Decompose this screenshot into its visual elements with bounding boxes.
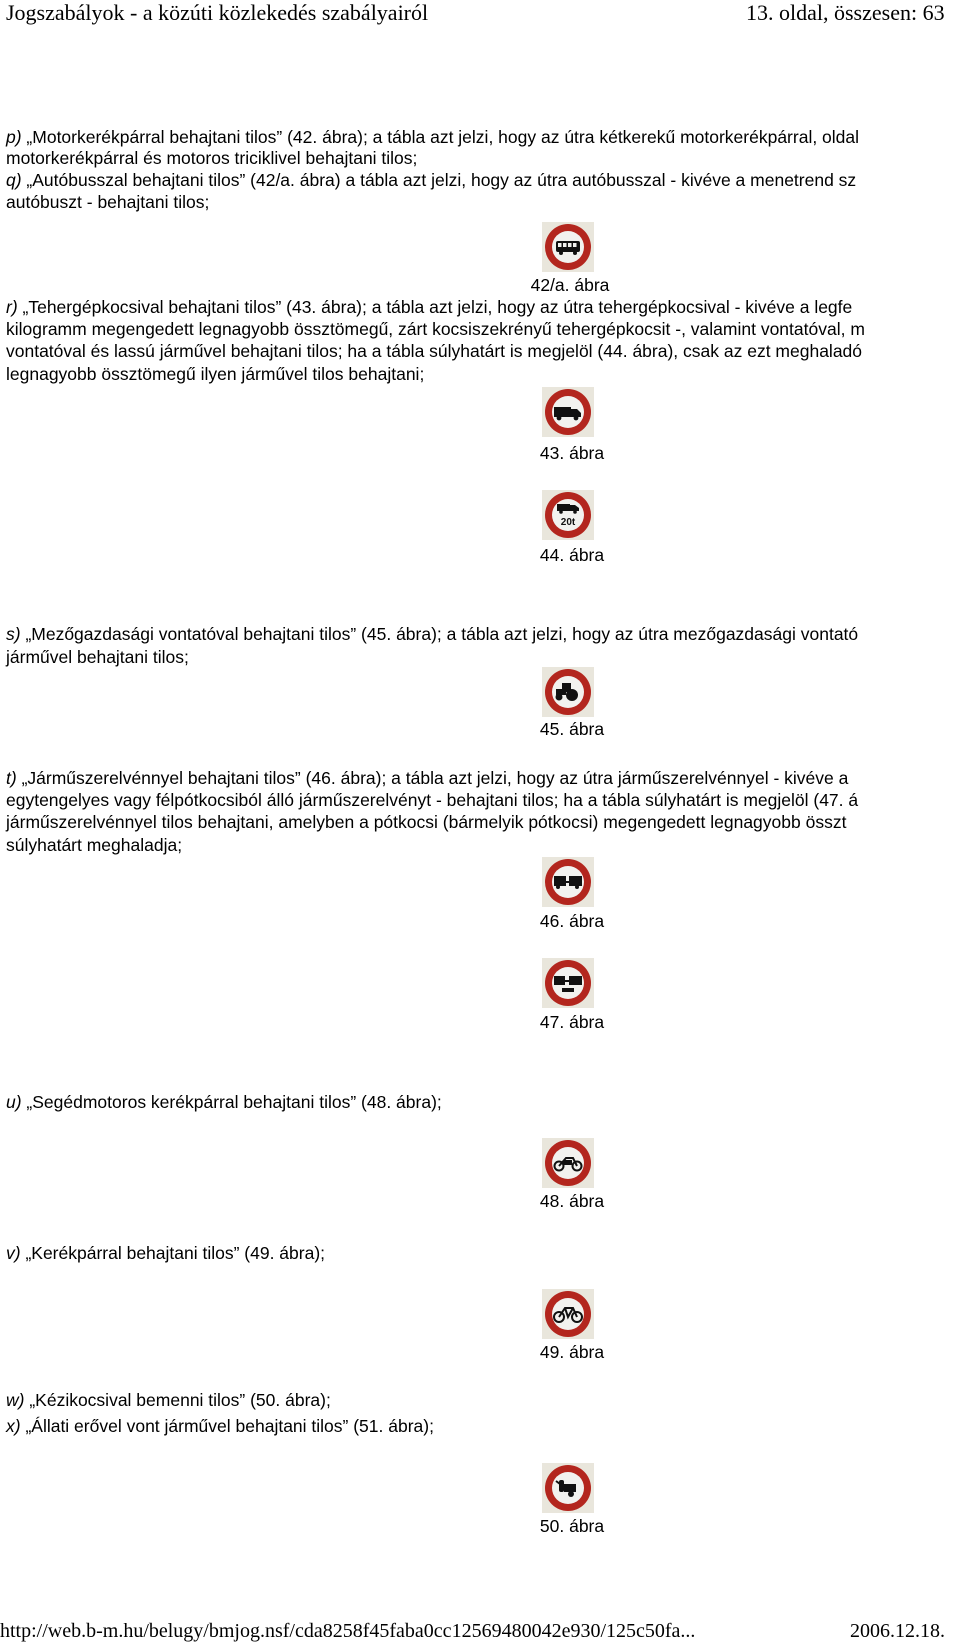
item-letter: u)	[6, 1092, 22, 1112]
paragraph-t-line-2: egytengelyes vagy félpótkocsiból álló járműszerelvényt - behajtani tilos; ha a tábla súlyhatárt is megjelöl (47. á	[6, 790, 859, 810]
paragraph-u-line-1	[6, 1092, 442, 1113]
paragraph-text: „Állati erővel vont járművel behajtani tilos” (51. ábra);	[20, 1416, 434, 1436]
paragraph-r-line-4: legnagyobb össztömegű ilyen járművel tilos behajtani;	[6, 364, 425, 384]
no-tractor-sign-icon	[542, 667, 594, 717]
figure-caption: 49. ábra	[539, 1342, 605, 1362]
paragraph-p-line-1	[6, 127, 859, 148]
paragraph-p-line-2: motorkerékpárral és motoros triciklivel behajtani tilos;	[6, 148, 418, 168]
no-handcart-sign-icon	[542, 1463, 594, 1513]
item-letter: x)	[6, 1416, 21, 1436]
figure-caption: 45. ábra	[539, 719, 605, 739]
item-letter: v)	[6, 1243, 21, 1263]
paragraph-r-line-1	[6, 297, 852, 318]
document-title: Jogszabályok - a közúti közlekedés szabályairól	[6, 0, 429, 25]
figure-caption: 46. ábra	[539, 911, 605, 931]
paragraph-t-line-1	[6, 768, 848, 789]
paragraph-w-line-1	[6, 1390, 331, 1411]
item-letter: r)	[6, 297, 18, 317]
paragraph-text: „Kerékpárral behajtani tilos” (49. ábra);	[20, 1243, 326, 1263]
item-letter: s)	[6, 624, 21, 644]
paragraph-s-line-1	[6, 624, 858, 645]
paragraph-q-line-2: autóbuszt - behajtani tilos;	[6, 192, 210, 212]
paragraph-text: „Segédmotoros kerékpárral behajtani tilos” (48. ábra);	[21, 1092, 442, 1112]
footer-date: 2006.12.18.	[850, 1620, 945, 1642]
paragraph-t-line-4: súlyhatárt meghaladja;	[6, 835, 183, 855]
paragraph-t-line-3: járműszerelvénnyel tilos behajtani, amelyben a pótkocsi (bármelyik pótkocsi) megengedett legnagyobb összt	[6, 812, 847, 832]
no-bus-sign-icon	[542, 222, 594, 272]
figure-caption: 43. ábra	[539, 443, 605, 463]
figure-caption: 50. ábra	[539, 1516, 605, 1536]
paragraph-r-line-3: vontatóval és lassú járművel behajtani tilos; ha a tábla súlyhatárt is megjelöl (44. ábra), csak az ezt meghaladó	[6, 341, 863, 361]
item-letter: w)	[6, 1390, 25, 1410]
item-letter: p)	[6, 127, 22, 147]
no-moped-sign-icon	[542, 1138, 594, 1188]
paragraph-text: „Autóbusszal behajtani tilos” (42/a. ábra) a tábla azt jelzi, hogy az útra autóbusszal - kivéve a menetrend sz	[21, 170, 857, 190]
no-trailer-combination-sign-icon	[542, 857, 594, 907]
paragraph-s-line-2: járművel behajtani tilos;	[6, 647, 189, 667]
item-letter: t)	[6, 768, 17, 788]
no-trailer-weight-sign-icon	[542, 958, 594, 1008]
no-truck-sign-icon	[542, 387, 594, 437]
weight-limit-label: 20t	[560, 517, 576, 528]
footer-url: http://web.b-m.hu/belugy/bmjog.nsf/cda8258f45faba0cc12569480042e930/125c50fa...	[0, 1620, 696, 1642]
paragraph-text: „Járműszerelvénnyel behajtani tilos” (46. ábra); a tábla azt jelzi, hogy az útra járműszerelvénnyel - kivéve a	[16, 768, 849, 788]
paragraph-text: „Motorkerékpárral behajtani tilos” (42. ábra); a tábla azt jelzi, hogy az útra kétkerekű motorkerékpárral, oldal	[21, 127, 860, 147]
figure-caption: 44. ábra	[539, 545, 605, 565]
paragraph-r-line-2: kilogramm megengedett legnagyobb össztömegű, zárt kocsiszekrényű tehergépkocsit -, valamint vontatóval, m	[6, 319, 865, 339]
paragraph-text: „Kézikocsival bemenni tilos” (50. ábra);	[24, 1390, 331, 1410]
paragraph-x-line-1	[6, 1416, 434, 1437]
figure-caption: 42/a. ábra	[530, 275, 610, 295]
figure-caption: 48. ábra	[539, 1191, 605, 1211]
no-bicycle-sign-icon	[542, 1289, 594, 1339]
paragraph-v-line-1	[6, 1243, 325, 1264]
page-counter: 13. oldal, összesen: 63	[746, 0, 945, 25]
no-truck-weight-sign-icon	[542, 490, 594, 540]
item-letter: q)	[6, 170, 22, 190]
paragraph-text: „Mezőgazdasági vontatóval behajtani tilos” (45. ábra); a tábla azt jelzi, hogy az útra mezőgazdasági vontató	[20, 624, 859, 644]
paragraph-q-line-1	[6, 170, 856, 191]
paragraph-text: „Tehergépkocsival behajtani tilos” (43. ábra); a tábla azt jelzi, hogy az útra tehergépkocsival - kivéve a legfe	[17, 297, 853, 317]
figure-caption: 47. ábra	[539, 1012, 605, 1032]
